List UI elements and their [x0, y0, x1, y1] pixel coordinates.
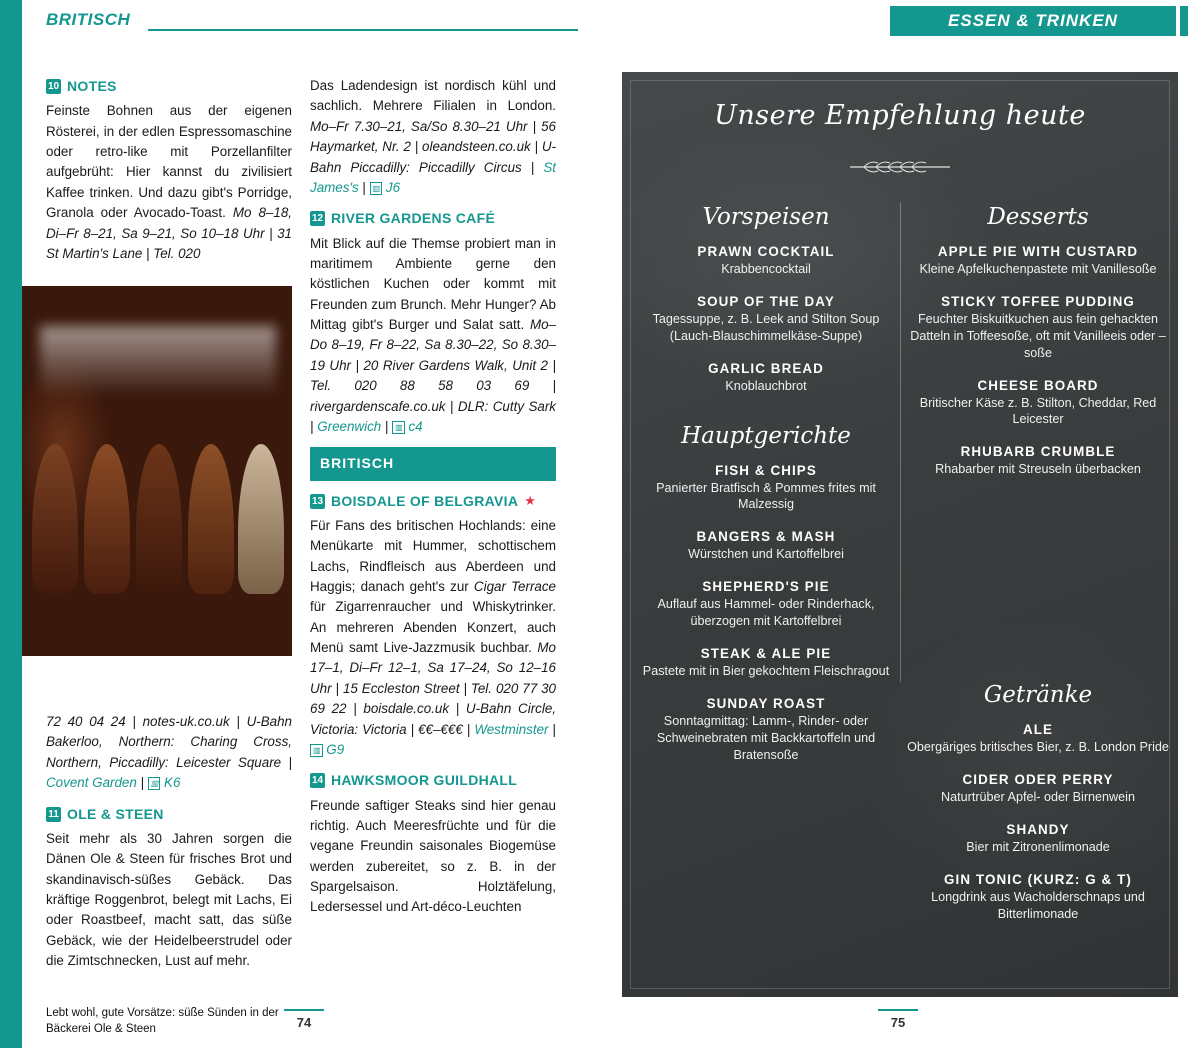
boisdale-info: Mo 17–1, Di–Fr 12–1, Sa 17–24, So 12–16 Uhr | 15 Eccleston Street | Tel. 020 77 30 69 22 | boisdale.co.uk | U-Bahn Circle, Victoria: Victoria | €€–€€€ |	[310, 640, 556, 737]
menu-item	[632, 579, 900, 630]
board-column-left	[632, 204, 900, 779]
menu-item	[904, 444, 1172, 478]
notes-heading	[46, 76, 292, 97]
menu-item-desc: Naturtrüber Apfel- oder Birnenwein	[941, 789, 1135, 804]
menu-item	[904, 244, 1172, 278]
left-column-a	[46, 76, 292, 274]
notes-info: Mo 8–18, Di–Fr 8–21, Sa 9–21, So 10–18 Uhr | 31 St Martin's Lane | Tel. 020	[46, 205, 292, 261]
ole-info: Mo–Fr 7.30–21, Sa/So 8.30–21 Uhr | 56 Haymarket, Nr. 2 | oleandsteen.co.uk | U-Bahn Piccadilly: Piccadilly Circus |	[310, 118, 556, 175]
blackboard-divider	[900, 202, 901, 682]
menu-item	[632, 463, 900, 514]
menu-item	[632, 646, 900, 680]
menu-item	[904, 294, 1172, 362]
menu-item	[632, 696, 900, 764]
menu-item	[904, 378, 1172, 429]
laurel-branch-icon	[840, 156, 960, 178]
map-icon: ▥	[148, 777, 161, 790]
menu-item-name: GARLIC BREAD	[708, 360, 824, 376]
ole-continued: Das Ladendesign ist nordisch kühl und sachlich. Mehrere Filialen in London. Mo–Fr 7.30–21, Sa/So 8.30–21 Uhr | 56 Haymarket, Nr. 2 | oleandsteen.co.uk | U-Bahn Piccadilly: Piccadilly Circus | St James's | ▥ J6	[310, 78, 556, 195]
river-body: Mit Blick auf die Themse probiert man in maritimem Ambiente gerne den köstlichen Kuchen oder kommt mit Freunden zum Brunch. Mehr Hunger? Ab Mittag gibt's Burger und Salat satt. Mo–Do 8–19, Fr 8–22, Sa 8.30–22, So 8.30–19 Uhr | 20 River Gardens Walk, Unit 2 | Tel. 020 88 58 03 69 | rivergardenscafe.co.uk | DLR: Cutty Sark | Greenwich | ▥ c4	[310, 235, 556, 434]
menu-item-name: GIN TONIC (KURZ: G & T)	[944, 871, 1132, 887]
poi-number-11: 11	[46, 807, 61, 822]
poi-number-10: 10	[47, 81, 60, 93]
menu-item-desc: Tagessuppe, z. B. Leek and Stilton Soup (Lauch-Blauschimmelkäse-Suppe)	[652, 311, 880, 343]
blackboard-title: Unsere Empfehlung heute	[714, 100, 1086, 131]
header-left-category: BRITISCH	[46, 10, 131, 29]
menu-item-desc: Bier mit Zitronenlimonade	[966, 839, 1110, 854]
menu-item-name: SOUP OF THE DAY	[697, 293, 835, 309]
menu-item-desc: Krabbencocktail	[721, 262, 811, 276]
menu-item-name: PRAWN COCKTAIL	[697, 244, 835, 259]
hawksmoor-body: Freunde saftiger Steaks sind hier genau richtig. Auch Meeresfrüchte und für die vegane Freundin saisonales Biogemüse werden zubereitet, so z. B. in der Spargelsaison. Holztäfelung, Ledersessel und Art-déco-Leuchten	[310, 797, 556, 915]
notes-body: Feinste Bohnen aus der eigenen Rösterei, in der edlen Espressomaschine oder retro-like mit Porzellanfilter aufgebrüht: Hier kannst du zivilisiert Kaffee trinken. Und dazu gibt's Porridge, Granola oder Avocado-Toast.	[46, 103, 292, 221]
page-number-left: 74	[296, 1015, 312, 1030]
ole-body: Seit mehr als 30 Jahren sorgen die Dänen Ole & Steen für frisches Brot und skandinavisch-süßes Gebäck. Das kräftige Roggenbrot, belegt mit Lachs, Ei oder Roastbeef, macht satt, das süße Gebäck, wie der Heidelbeerstrudel oder die Zimtschnecken, Lust auf mehr.	[46, 830, 292, 969]
menu-item-desc: Rhabarber mit Streuseln überbacken	[935, 462, 1141, 477]
board-section-vorspeisen: Vorspeisen	[702, 204, 830, 230]
board-section-desserts: Desserts	[987, 204, 1089, 230]
menu-item	[904, 772, 1172, 806]
left-column-b	[310, 76, 556, 928]
board-column-drinks	[904, 682, 1172, 938]
boisdale-station: Westminster	[474, 721, 549, 737]
menu-blackboard	[622, 72, 1178, 997]
board-section-getraenke: Getränke	[983, 682, 1093, 708]
menu-item	[632, 361, 900, 395]
menu-item-desc: Pastete mit in Bier gekochtem Fleischragout	[642, 663, 890, 678]
star-icon: ★	[524, 493, 536, 509]
menu-item-name: FISH & CHIPS	[715, 462, 817, 478]
menu-item-name: STEAK & ALE PIE	[700, 645, 832, 661]
board-column-right	[904, 204, 1172, 494]
photo-caption: Lebt wohl, gute Vorsätze: süße Sünden in der Bäckerei Ole & Steen	[46, 1007, 279, 1035]
menu-item	[904, 822, 1172, 856]
poi-number-12: 12	[311, 213, 324, 225]
river-station: Greenwich	[317, 418, 382, 434]
menu-item-name: RHUBARB CRUMBLE	[960, 444, 1116, 460]
notes-title: NOTES	[67, 78, 117, 94]
notes-paragraph	[46, 101, 292, 264]
river-map-ref: c4	[408, 418, 423, 434]
boisdale-map-ref: G9	[326, 741, 345, 757]
bakery-photo	[22, 286, 292, 656]
header-right-band	[890, 6, 1176, 36]
menu-item-name: SHEPHERD'S PIE	[702, 579, 830, 595]
menu-item	[904, 722, 1172, 756]
menu-item-desc: Britischer Käse z. B. Stilton, Cheddar, Red Leicester	[919, 395, 1157, 427]
header-right-title: ESSEN & TRINKEN	[948, 11, 1118, 30]
boisdale-cigar-terrace: Cigar Terrace	[473, 578, 556, 594]
boisdale-body: Für Fans des britischen Hochlands: eine Menükarte mit Hummer, schottischem Lachs, Rindfleisch aus Aberdeen und Haggis; danach geht's zur Cigar Terrace für Zigarrenraucher und Whiskytrinker. An mehreren Abenden Konzert, auch Menü samt Live-Jazzmusik buchbar. Mo 17–1, Di–Fr 12–1, Sa 17–24, So 12–16 Uhr | 15 Eccleston Street | Tel. 020 77 30 69 22 | boisdale.co.uk | U-Bahn Circle, Victoria: Victoria | €€–€€€ | Westminster | ▥ G9	[310, 517, 557, 757]
photo-caption-box	[22, 1002, 292, 1048]
menu-item-desc: Knoblauchbrot	[725, 378, 807, 393]
menu-item-desc: Sonntagmittag: Lamm-, Rinder- oder Schweinebraten mit Backkartoffeln und Bratensoße	[656, 713, 876, 762]
ole-heading	[46, 804, 292, 825]
menu-item-name: ALE	[1022, 722, 1054, 737]
notes-station: Covent Garden	[46, 775, 137, 791]
header-right-tick	[1180, 6, 1188, 36]
map-icon: ▥	[370, 182, 383, 195]
hawksmoor-title: HAWKSMOOR GUILDHALL	[331, 772, 518, 789]
menu-item	[904, 872, 1172, 923]
ole-map-ref: J6	[385, 179, 401, 195]
ole-title: OLE & STEEN	[67, 805, 164, 822]
menu-item-name: APPLE PIE WITH CUSTARD	[937, 244, 1139, 259]
river-info: Mo–Do 8–19, Fr 8–22, Sa 8.30–22, So 8.30–19 Uhr | 20 River Gardens Walk, Unit 2 | Tel. 020 88 58 03 69 | rivergardenscafe.co.uk | DLR: Cutty Sark |	[310, 317, 556, 434]
hawksmoor-heading	[310, 770, 556, 791]
board-section-hauptgerichte: Hauptgerichte	[681, 422, 851, 449]
menu-item-desc: Auflauf aus Hammel- oder Rinderhack, überzogen mit Kartoffelbrei	[657, 597, 875, 628]
map-icon: ▥	[310, 744, 323, 757]
notes-info-continued: 72 40 04 24 | notes-uk.co.uk | U-Bahn Bakerloo, Northern: Charing Cross, Northern, Piccadilly: Leicester Square | Covent Garden | ▥ K6	[46, 714, 292, 791]
footer-rule-right	[878, 1009, 918, 1012]
footer-rule-left	[284, 1009, 324, 1012]
river-heading	[310, 208, 556, 229]
footer-right	[872, 1009, 924, 1031]
menu-item-name: STICKY TOFFEE PUDDING	[941, 293, 1135, 309]
section-badge-britisch: BRITISCH	[310, 447, 556, 480]
menu-item	[632, 244, 900, 278]
menu-item-name: CIDER ODER PERRY	[962, 771, 1114, 787]
menu-item-name: SHANDY	[1006, 821, 1070, 837]
poi-number-14: 14	[311, 775, 324, 787]
boisdale-title: BOISDALE OF BELGRAVIA	[331, 492, 519, 509]
notes-map-ref: K6	[164, 775, 181, 791]
menu-item-name: BANGERS & MASH	[696, 529, 836, 545]
menu-item-desc: Obergäriges britisches Bier, z. B. London Pride	[907, 740, 1169, 754]
footer-left	[278, 1009, 330, 1031]
left-edge-bar	[0, 0, 22, 1048]
menu-item-desc: Longdrink aus Wacholderschnaps und Bitterlimonade	[931, 889, 1145, 921]
menu-item	[632, 529, 900, 563]
menu-item-desc: Würstchen und Kartoffelbrei	[688, 547, 844, 562]
menu-item	[632, 294, 900, 345]
ole-station: St James's	[310, 159, 556, 195]
poi-number-13: 13	[311, 495, 324, 507]
menu-item-name: SUNDAY ROAST	[706, 695, 826, 711]
map-icon: ▥	[392, 421, 405, 434]
menu-item-desc: Kleine Apfelkuchenpastete mit Vanillesoße	[919, 262, 1157, 276]
menu-item-desc: Feuchter Biskuitkuchen aus fein gehackten Datteln in Toffeesoße, oft mit Vanilleeis oder –soße	[910, 311, 1166, 360]
left-column-a-lower	[46, 712, 292, 981]
page-number-right: 75	[890, 1015, 906, 1030]
river-title: RIVER GARDENS CAFÉ	[331, 210, 496, 227]
menu-item-name: CHEESE BOARD	[977, 377, 1099, 393]
boisdale-heading	[310, 491, 556, 512]
menu-item-desc: Panierter Bratfisch & Pommes frites mit Malzessig	[656, 480, 876, 512]
header-left-rule	[148, 29, 578, 31]
